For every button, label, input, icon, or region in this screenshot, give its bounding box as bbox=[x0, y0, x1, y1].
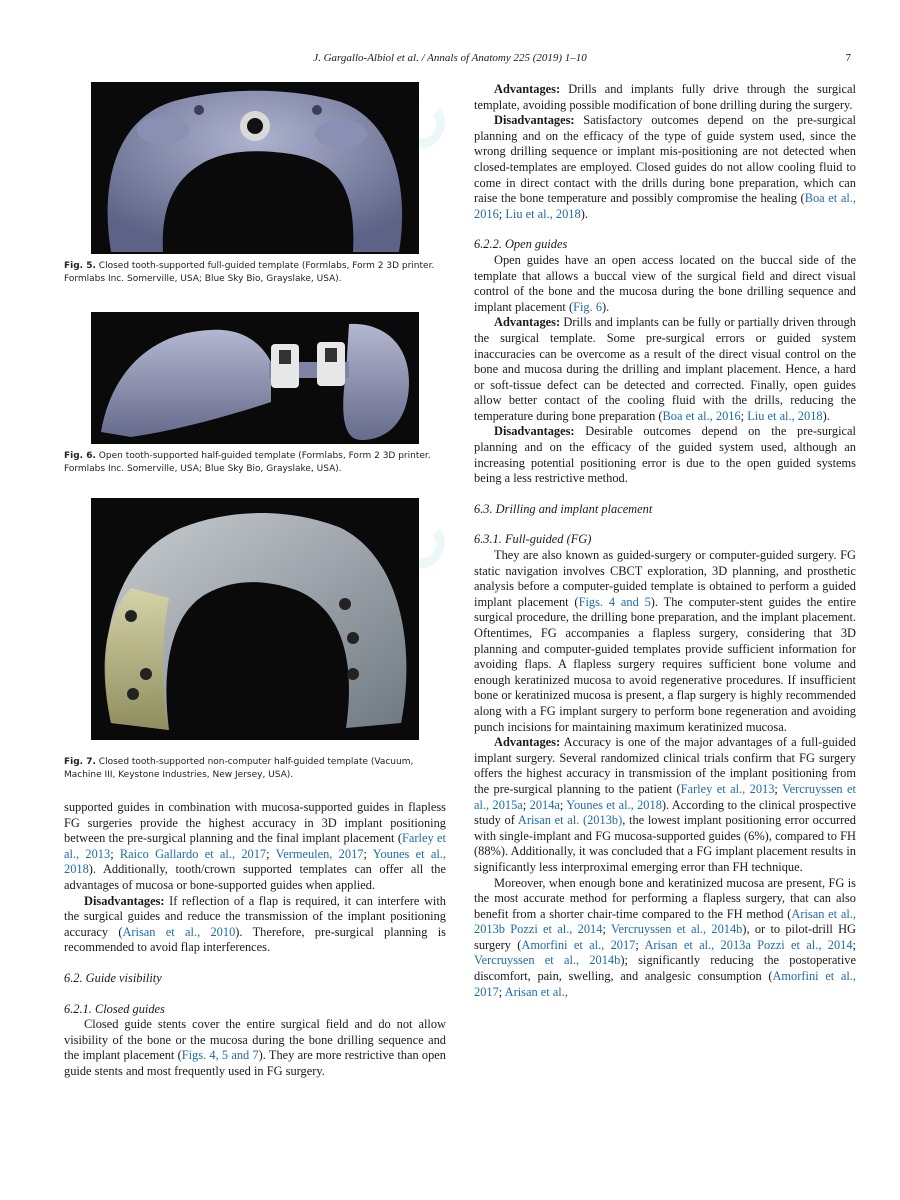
figure-5-caption: Fig. 5. Closed tooth-supported full-guided template (Formlabs, Form 2 3D printer. Formlabs Inc. Somerville, USA; Blue Sky Bio, Grayslake, USA). bbox=[64, 261, 435, 284]
running-title: J. Gargallo-Albiol et al. / Annals of Anatomy 225 (2019) 1–10 bbox=[313, 52, 587, 64]
vacuum-template-photo bbox=[91, 498, 419, 740]
citation-link[interactable]: Boa et al., 2016 bbox=[474, 191, 856, 221]
section-heading-6-2: 6.2. Guide visibility bbox=[64, 970, 162, 985]
full-guided-template-photo bbox=[91, 82, 419, 254]
half-guided-template-photo bbox=[91, 312, 419, 444]
citation-link[interactable]: Farley et al., 2013 bbox=[64, 831, 447, 861]
figure-link[interactable]: Fig. 6 bbox=[573, 299, 603, 314]
figure-6-image bbox=[91, 312, 419, 444]
citation-link[interactable]: Arisan et al., 2013b Pozzi et al., 2014 bbox=[474, 906, 856, 937]
citation-link[interactable]: Amorfini et al., 2017 bbox=[474, 969, 857, 999]
paragraph-disadvantages-closed: Disadvantages: Satisfactory outcomes depend on the pre-surgical planning and on the efficacy of the type of guide system used, since the wrong drilling sequence or implant mis-positioning are not detected when closed-templates are employed. Closed guides do not allow cooling fluid to come in direct contact with the drills during bone preparation, which can raise the bone temperature and possibly compromise the healing (Boa et al., 2016; Liu et al., 2018). bbox=[474, 113, 856, 221]
paragraph-open-guides: Open guides have an open access located on the buccal side of the template that allows a buccal view of the surgical field and direct visual control of the bone and the mucosa during the bone drilling sequence and implant placement (Fig. 6). bbox=[474, 252, 856, 314]
citation-link[interactable]: Arisan et al., bbox=[504, 984, 568, 999]
page-number: 7 bbox=[845, 52, 851, 64]
figure-link[interactable]: Figs. 4 and 5 bbox=[578, 594, 651, 609]
paragraph-full-guided: They are also known as guided-surgery or computer-guided surgery. FG static navigation involves CBCT exploration, 3D planning, and prosthetic analysis before a computer-guided template is obtained to perform a guided implant placement (Figs. 4 and 5). The computer-stent guides the entire surgical procedure, the drilling bone preparation, and the implant placement. Oftentimes, FG accompanies a flapless surgery, considering that 3D planning and computer-guided templates provide sufficient information for avoiding flaps. A flapless surgery requires sufficient bone volume and enough keratinized mucosa to avoid regenerative procedures. If insufficient bone or keratinized mucosa is present, a flap surgery is highly recommended along with a FG implant surgery to perform bone regeneration and avoiding punch incisions for maintaining maximum keratinized mucosa. bbox=[474, 548, 856, 734]
figure-link[interactable]: Figs. 4, 5 and 7 bbox=[181, 1048, 259, 1063]
citation-link[interactable]: 2014a bbox=[529, 797, 560, 812]
paragraph-disadvantages-open: Disadvantages: Desirable outcomes depend on the pre-surgical planning and on the efficacy of the guided system used, although an increasing potential positioning error is due to the open guided systems being a less restrictive method. bbox=[474, 424, 856, 486]
section-heading-6-3: 6.3. Drilling and implant placement bbox=[474, 501, 653, 516]
left-column bbox=[64, 82, 446, 1080]
figure-7-image bbox=[91, 498, 419, 740]
citation-link[interactable]: Arisan et al. (2013b) bbox=[517, 813, 623, 828]
citation-link[interactable]: Boa et al., 2016 bbox=[662, 408, 741, 423]
paragraph-disadvantages-flap: Disadvantages: If reflection of a flap is required, it can interfere with the surgical guides and reduce the transmission of the implant positioning accuracy (Arisan et al., 2010). Therefore, pre-surgical planning is recommended to avoid flap interferences. bbox=[64, 893, 446, 955]
section-heading-6-2-1: 6.2.1. Closed guides bbox=[64, 1001, 165, 1016]
citation-link[interactable]: Farley et al., 2013 bbox=[680, 781, 775, 796]
figure-5-image bbox=[91, 82, 419, 254]
citation-link[interactable]: Raico Gallardo et al., 2017 bbox=[119, 846, 267, 861]
paragraph-advantages-open: Advantages: Drills and implants can be fully or partially driven through the surgical template. Some pre-surgical errors or guided system inaccuracies can be overcome as a result of the direct visual control on the bone and mucosa during the drilling and implant placement. Hence, a hard or soft-tissue defect can be detected and corrected. Finally, open guides allow better contact of the cooling fluid with the drills, reducing the temperature during bone preparation (Boa et al., 2016; Liu et al., 2018). bbox=[474, 315, 856, 423]
paragraph-closed-guides: Closed guide stents cover the entire surgical field and do not allow visibility of the bone or the mucosa during the bone drilling sequence and the implant placement (Figs. 4, 5 and 7). They are more restrictive than open guide stents and most frequently used in FG surgery. bbox=[64, 1017, 447, 1078]
citation-link[interactable]: Arisan et al., 2013a Pozzi et al., 2014 bbox=[644, 937, 853, 952]
citation-link[interactable]: Younes et al., 2018 bbox=[566, 797, 662, 812]
citation-link[interactable]: Vercruyssen et al., 2014b bbox=[474, 953, 621, 968]
running-header bbox=[0, 52, 900, 68]
citation-link[interactable]: Vercruyssen et al., 2014b bbox=[610, 922, 743, 937]
paragraph-advantages-closed: Advantages: Drills and implants fully drive through the surgical template, avoiding possible modification of bone drilling during the surgery. bbox=[474, 82, 856, 112]
section-heading-6-2-2: 6.2.2. Open guides bbox=[474, 237, 568, 252]
citation-link[interactable]: Vermeulen, 2017 bbox=[275, 846, 364, 861]
figure-6-caption: Fig. 6. Open tooth-supported half-guided template (Formlabs, Form 2 3D printer. Formlabs Inc. Somerville, USA; Blue Sky Bio, Grayslake, USA). bbox=[64, 451, 431, 474]
figure-7-caption: Fig. 7. Closed tooth-supported non-computer half-guided template (Vacuum, Machine III, Keystone Industries, New Jersey, USA). bbox=[64, 757, 414, 780]
citation-link[interactable]: Arisan et al., 2010 bbox=[122, 924, 236, 939]
section-heading-6-3-1: 6.3.1. Full-guided (FG) bbox=[474, 532, 592, 547]
citation-link[interactable]: Vercruyssen et al., 2015a bbox=[474, 781, 856, 812]
citation-link[interactable]: Younes et al., 2018 bbox=[64, 846, 446, 877]
citation-link[interactable]: Amorfini et al., 2017 bbox=[521, 937, 636, 952]
paragraph-moreover: Moreover, when enough bone and keratinized mucosa are present, FG is the most accurate method for performing a flapless surgery, that can also benefit from a shorter chair-time compared to the FH method (Arisan et al., 2013b Pozzi et al., 2014; Vercruyssen et al., 2014b), or to pilot-drill HG surgery (Amorfini et al., 2017; Arisan et al., 2013a Pozzi et al., 2014; Vercruyssen et al., 2014b); significantly reducing the postoperative discomfort, pain, swelling, and analgesic consumption (Amorfini et al., 2017; Arisan et al., bbox=[474, 875, 857, 999]
citation-link[interactable]: Liu et al., 2018 bbox=[505, 206, 581, 221]
paragraph-advantages-fg: Advantages: Accuracy is one of the major advantages of a full-guided implant surgery. Several randomized clinical trials confirm that FG surgery offers the highest accuracy in transmission of the implant positioning from the pre-surgical planning to the patient (Farley et al., 2013; Vercruyssen et al., 2015a; 2014a; Younes et al., 2018). According to the clinical prospective study of Arisan et al. (2013b), the lowest implant positioning error occurred with single-implant and FG mucosa-supported guides (6%), compared to FH (88%). Additionally, it was concluded that a FG implant placement results in significantly less interproximal emerging error than FH technique. bbox=[474, 735, 856, 874]
paragraph-supported-guides: supported guides in combination with mucosa-supported guides in flapless FG surgeries provide the highest accuracy in 3D implant positioning between the pre-surgical planning and the final implant placement (Farley et al., 2013; Raico Gallardo et al., 2017; Vermeulen, 2017; Younes et al., 2018). Additionally, tooth/crown supported templates can offer all the advantages of mucosa or bone-supported guides when applied. bbox=[64, 800, 447, 892]
citation-link[interactable]: Liu et al., 2018 bbox=[747, 408, 823, 423]
right-column bbox=[474, 82, 856, 1000]
